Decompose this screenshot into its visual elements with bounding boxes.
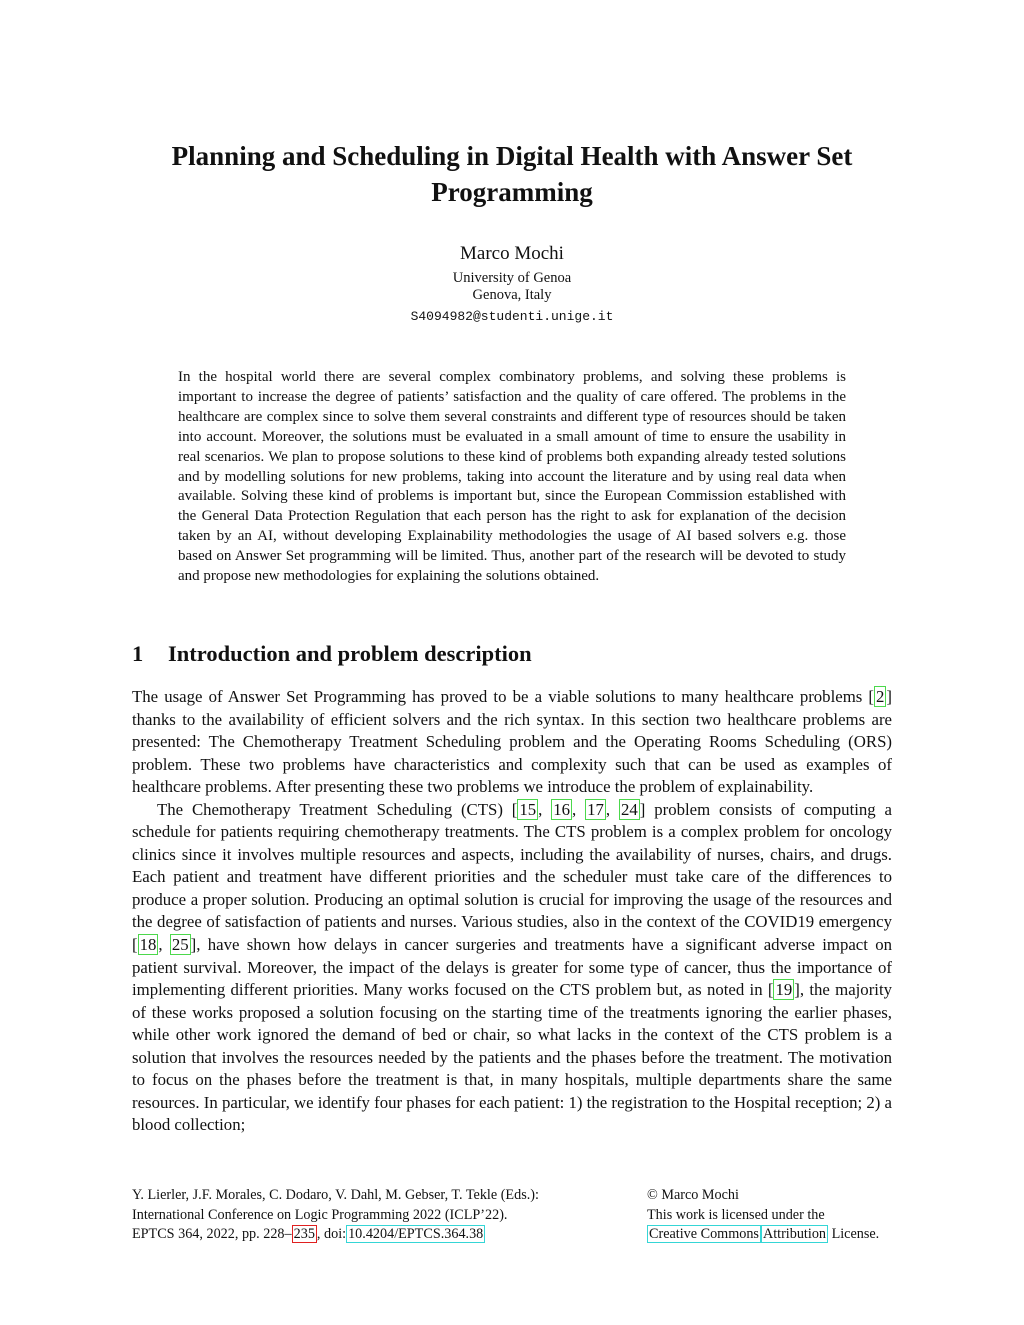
affiliation-university: University of Genoa [452, 270, 572, 286]
footer-license-links [647, 1225, 907, 1245]
abstract: In the hospital world there are several complex combinatory problems, and solving these problems is important to increase the degree of patients’ satisfaction and the quality of care offered. The problems in the healthcare are complex since to solve them several constraints and different type of resources should be taken into account. Moreover, the solutions must be evaluated in a small amount of time to ensure the usability in real scenarios. We plan to propose solutions to these kind of problems both expanding already tested solutions and by modelling solutions for new problems, taking into account the literature and by using real data when available. Solving these kind of problems is important but, since the European Commission established with the General Data Protection Regulation that each person has the right to ask for explanation of the decision taken by an AI, without developing Explainability methodologies the usage of AI based solvers e.g. those based on Answer Set programming will be limited. Thus, another part of the research will be devoted to study and propose new methodologies for explaining the solutions obtained. [178, 369, 846, 585]
text-run: ], have shown how delays in cancer surgeries and treatments have a significant adverse impact on patient survival. Moreover, the impact of the delays is greater for some type of cancer, thus the importance of implementing different priorities. Many works focused on the CTS problem but, as noted in [ [132, 935, 892, 1000]
text-run: EPTCS 364, 2022, pp. 228– [132, 1226, 292, 1242]
text-run: ] problem consists of computing a schedule for patients requiring chemotherapy treatments. The CTS problem is a complex problem for oncology clinics since it involves multiple resources and aspects, including the availability of nurses, chairs, and drugs. Each patient and treatment have different priorities and the scheduler must take care of the differences to produce a proper solution. Producing an optimal solution is crucial for improving the usage of the resources and the degree of satisfaction of patients and nurses. Various studies, also in the context of the COVID19 emergency [ [132, 799, 893, 955]
paragraph-intro [132, 686, 892, 799]
citation-link[interactable]: 17 [587, 799, 604, 819]
text-run: , [605, 799, 619, 819]
citation-link[interactable]: 2 [876, 687, 885, 706]
text-run: ], the majority of these works proposed a solution focusing on the starting time of the treatments ignoring the earlier phases, while other work ignored the demand of bed or chair, so what lacks in the context of the CTS problem is a solution that involves the resources needed by the patients and the phases before the treatment. The motivation to focus on the phases before the treatment is that, in many hospitals, multiple departments share the same resources. In particular, we identify four phases for each patient: 1) the registration to the Hospital reception; 2) a blood collection; [132, 980, 892, 1135]
paper-title: Planning and Scheduling in Digital Health with Answer Set Programming [171, 141, 853, 207]
citation-link[interactable]: 15 [519, 799, 537, 819]
citation-link[interactable]: 25 [171, 935, 189, 955]
citation-link[interactable]: 19 [775, 980, 793, 1000]
section-title: Introduction and problem description [168, 641, 532, 666]
last-page-link[interactable]: 235 [293, 1226, 315, 1242]
text-run: , [572, 799, 586, 819]
doi-link[interactable]: 10.4204/EPTCS.364.38 [348, 1226, 484, 1242]
text-run: License. [828, 1226, 880, 1242]
footer-proceedings [132, 1186, 612, 1245]
footer-license [647, 1186, 907, 1245]
footer-editors: Y. Lierler, J.F. Morales, C. Dodaro, V. Dahl, M. Gebser, T. Tekle (Eds.): [132, 1187, 539, 1203]
citation-link[interactable]: 16 [553, 799, 571, 819]
author-name: Marco Mochi [460, 243, 564, 264]
footer-copyright: © Marco Mochi [647, 1187, 739, 1203]
footer-eptcs [132, 1225, 612, 1245]
creative-commons-link[interactable]: Creative Commons [649, 1226, 759, 1242]
text-run: The Chemotherapy Treatment Scheduling (CTS) [ [157, 799, 518, 819]
section-number: 1 [132, 641, 144, 666]
section-body [132, 686, 892, 1137]
footer-license-text: This work is licensed under the [647, 1206, 825, 1223]
text-run: , [538, 799, 552, 819]
section-heading [132, 640, 892, 668]
citation-link[interactable]: 18 [139, 935, 157, 955]
text-run: , doi: [316, 1226, 347, 1242]
text-run: ] thanks to the availability of efficient solvers and the rich syntax. In this section two healthcare problems are presented: The Chemotherapy Treatment Scheduling problem and the Operating Rooms Scheduling (ORS) problem. These two problems have characteristics and complexity such that can be used as examples of healthcare problems. After presenting these two problems we introduce the problem of explainability. [132, 687, 892, 797]
affiliation-location: Genova, Italy [472, 287, 552, 303]
attribution-link[interactable]: Attribution [762, 1226, 827, 1242]
footer-conference: International Conference on Logic Programming 2022 (ICLP’22). [132, 1206, 508, 1223]
citation-link[interactable]: 24 [620, 799, 638, 819]
author-affiliation [132, 270, 892, 304]
text-run: The usage of Answer Set Programming has proved to be a viable solutions to many healthcare problems [ [132, 687, 875, 706]
paragraph-cts [132, 799, 892, 1137]
author-email: S4094982@studenti.unige.it [410, 309, 614, 324]
text-run: , [158, 935, 170, 955]
